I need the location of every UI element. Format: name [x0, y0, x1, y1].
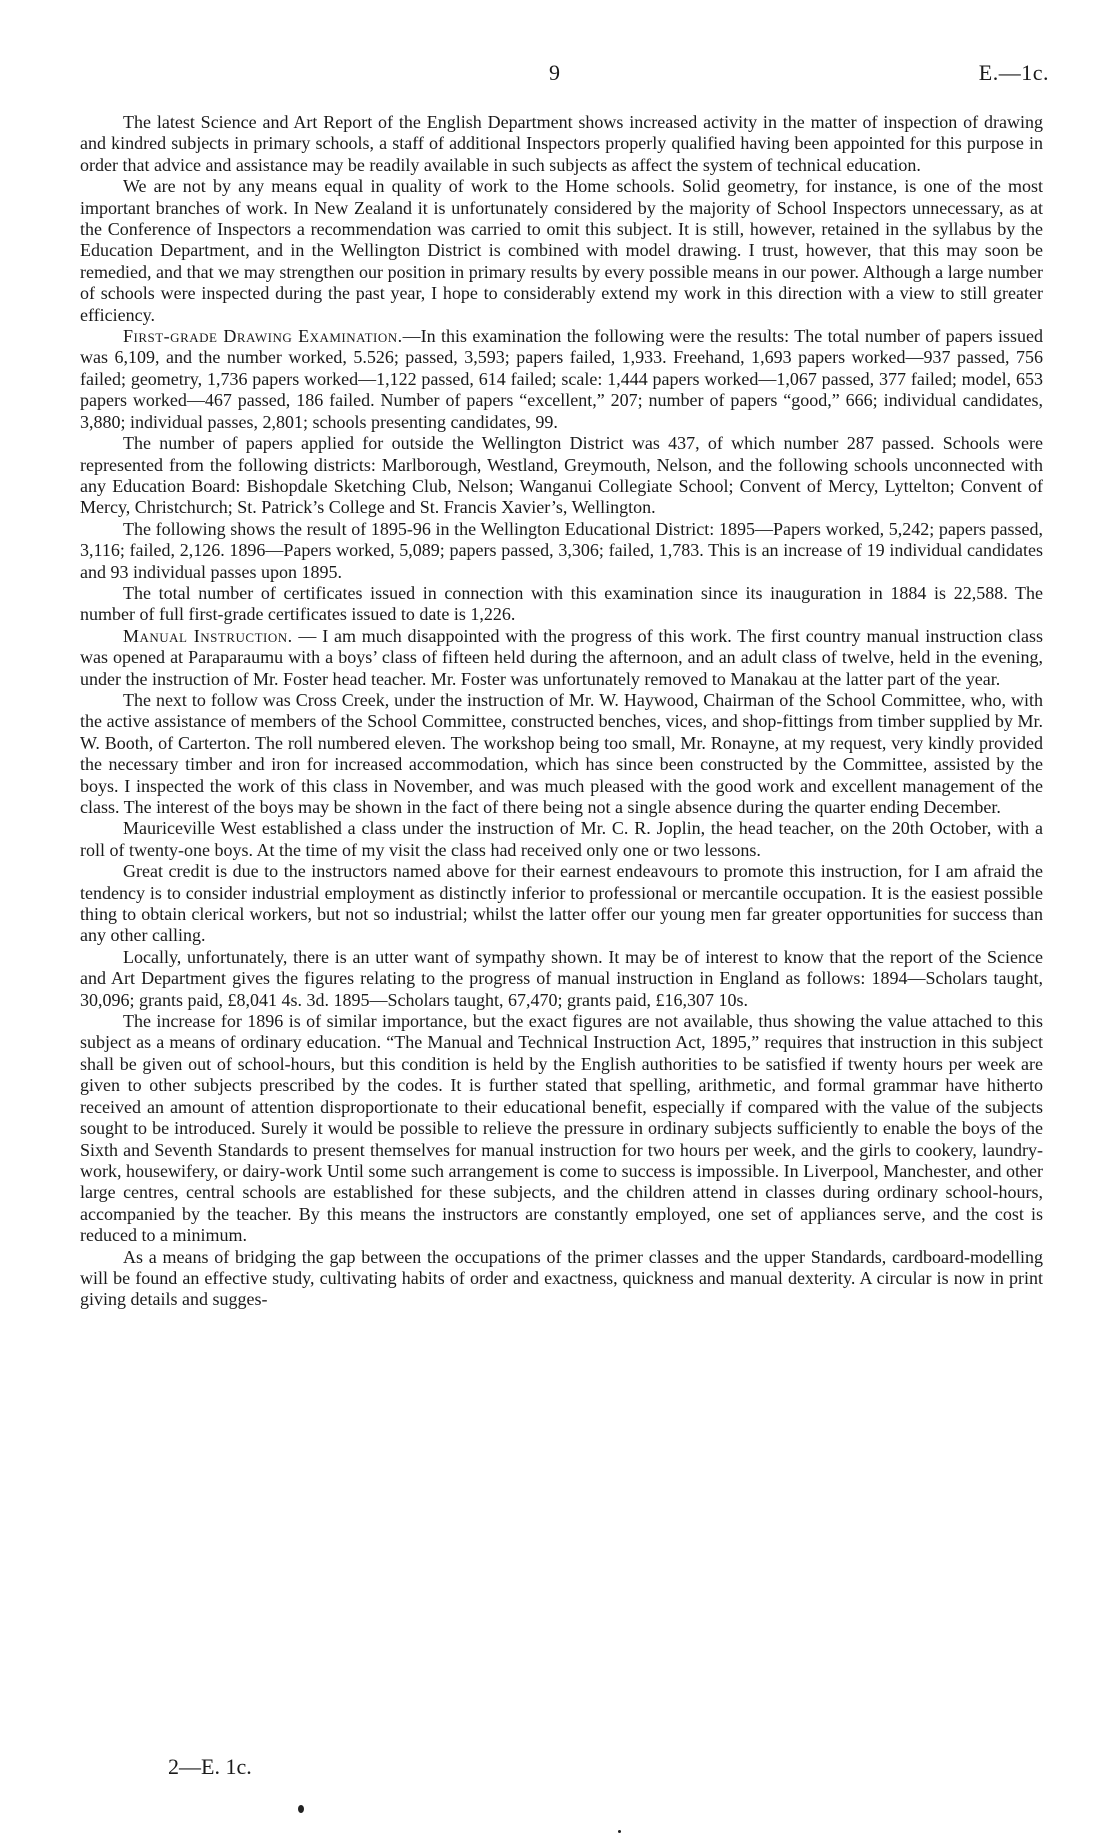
paragraph-text: Mauriceville West established a class under the instruction of Mr. C. R. Joplin, the head teacher, on the 20th October, with a roll of twenty-one boys. At the time of my visit the class had received only one or two lessons. — [80, 818, 1043, 860]
paragraph-text: The total number of certificates issued in connection with this examination since its inauguration in 1884 is 22,588. The number of full first-grade certificates issued to date is 1,226. — [80, 582, 1043, 625]
paragraph-instructors-credit — [80, 861, 1043, 947]
paragraph-text: The increase for 1896 is of similar importance, but the exact figures are not available, thus showing the value attached to this subject as a means of ordinary education. “The Manual and Technical Instruction Act, 1895,” requires that instruction in this subject shall be given out of school-hours, but this condition is held by the English authorities to be satisfied if twenty hours per week are given to other subjects prescribed by the codes. It is further stated that spelling, arithmetic, and formal grammar have hitherto received an amount of attention disproportionate to their educational benefit, especially if compared with the value of the subjects sought to be introduced. Surely it would be possible to relieve the pressure in ordinary subjects sufficiently to enable the boys of the Sixth and Seventh Standards to present themselves for manual instruction for two hours per week, and the girls to cookery, laundry-work, housewifery, or dairy-work Until some such arrangement is come to success is impossible. In Liverpool, Manchester, and other large centres, central schools are established for these subjects, and the children attend in classes during ordinary school-hours, accompanied by the teacher. By this means the instructors are constantly employed, one set of appliances serve, and the cost is reduced to a minimum. — [80, 1011, 1043, 1246]
paragraph-text: The latest Science and Art Report of the English Department shows increased activity in the matter of inspection of drawing and kindred subjects in primary schools, a staff of additional Inspectors properly qualified having been appointed for this purpose in order that advice and assistance may be readily available in such subjects as affect the system of technical education. — [80, 112, 1043, 175]
paragraph-text: The following shows the result of 1895-96 in the Wellington Educational District: 1895—Papers worked, 5,242; papers passed, 3,116; failed, 2,126. 1896—Papers worked, 5,089; papers passed, 3,306; failed, 1,783. This is an increase of 19 individual candidates and 93 individual passes upon 1895. — [80, 518, 1043, 582]
paragraph-manual-instruction — [80, 626, 1043, 690]
ink-speck — [618, 1830, 621, 1833]
paragraph-text: Locally, unfortunately, there is an utter want of sympathy shown. It may be of interest to know that the report of the Science and Art Department gives the figures relating to the progress of manual instruction in England as follows: 1894—Scholars taught, 30,096; grants paid, £8,041 4s. 3d. 1895—Scholars taught, 67,470; grants paid, £16,307 10s. — [80, 946, 1043, 1010]
paragraph-text: —In this examination the following were the results: The total number of papers issued was 6,109, and the number worked, 5.526; passed, 3,593; papers failed, 1,933. Freehand, 1,693 papers worked—937 passed, 756 failed; geometry, 1,736 papers worked—1,122 passed, 614 failed; scale: 1,444 papers worked—1,067 passed, 377 failed; model, 653 papers worked—467 passed, 186 failed. Number of papers “excellent,” 207; number of papers “good,” 666; individual candidates, 3,880; individual passes, 2,801; schools presenting candidates, 99. — [80, 326, 1043, 432]
paragraph-home-schools-comparison — [80, 176, 1043, 326]
paragraph-england-figures — [80, 947, 1043, 1011]
paragraph-text: Great credit is due to the instructors named above for their earnest endeavours to promote this instruction, for I am afraid the tendency is to consider industrial employment as distinctly inferior to professional or mercantile occupation. It is the easiest possible thing to obtain clerical workers, but not so industrial; whilst the latter offer our young men far greater opportunities for success than any other calling. — [80, 861, 1043, 946]
page-number: 9 — [549, 60, 560, 85]
paragraph-science-art-report — [80, 112, 1043, 176]
paragraph-text: The next to follow was Cross Creek, under the instruction of Mr. W. Haywood, Chairman of the School Committee, who, with the active assistance of members of the School Committee, constructed benches, vices, and shop-fittings from timber supplied by Mr. W. Booth, of Carterton. The roll numbered eleven. The workshop being too small, Mr. Ronayne, at my request, very kindly provided the necessary timber and iron for increased accommodation, which has since been constructed by the Committee, assisted by the boys. I inspected the work of this class in November, and was much pleased with the good work and excellent management of the class. The interest of the boys may be shown in the fact of there being not a single absence during the quarter ending December. — [80, 689, 1043, 817]
paragraph-cardboard-modelling — [80, 1247, 1043, 1311]
ink-speck — [298, 1805, 304, 1813]
paragraph-text: As a means of bridging the gap between the occupations of the primer classes and the upper Standards, cardboard-modelling will be found an effective study, cultivating habits of order and exactness, quickness and manual dexterity. A circular is now in print giving details and sugges- — [80, 1246, 1043, 1310]
paragraph-first-grade-examination — [80, 326, 1043, 433]
signature-mark: 2—E. 1c. — [168, 1754, 252, 1779]
body-text — [80, 112, 1043, 1311]
document-reference: E.—1c. — [978, 60, 1049, 85]
paragraph-outside-districts — [80, 433, 1043, 519]
paragraph-mauriceville-west — [80, 818, 1043, 861]
paragraph-text: We are not by any means equal in quality of work to the Home schools. Solid geometry, for instance, is one of the most important branches of work. In New Zealand it is unfortunately considered by the majority of School Inspectors unnecessary, as at the Conference of Inspectors a recommendation was carried to omit this subject. It is still, however, retained in the syllabus by the Education Department, and in the Wellington District is combined with model drawing. I trust, however, that this may soon be remedied, and that we may strengthen our position in primary results by every possible means in our power. Although a large number of schools were inspected during the past year, I hope to considerably extend my work in this direction with a view to still greater efficiency. — [80, 176, 1043, 325]
paragraph-text: The number of papers applied for outside the Wellington District was 437, of which number 287 passed. Schools were represented from the following districts: Marlborough, Westland, Greymouth, Nelson, and the following schools unconnected with any Education Board: Bishopdale Sketching Club, Nelson; Wanganui Collegiate School; Convent of Mercy, Lyttelton; Convent of Mercy, Christchurch; St. Patrick’s College and St. Francis Xavier’s, Wellington. — [80, 433, 1043, 518]
paragraph-1896-increase — [80, 1011, 1043, 1246]
paragraph-certificates-total — [80, 583, 1043, 626]
paragraph-text: — I am much disappointed with the progress of this work. The first country manual instruction class was opened at Paraparaumu with a boys’ class of fifteen held during the afternoon, and an adult class of twelve, held in the evening, under the instruction of Mr. Foster head teacher. Mr. Foster was unfortunately removed to Manakau at the latter part of the year. — [80, 625, 1043, 689]
page-header — [0, 60, 1114, 92]
paragraph-1895-96-results — [80, 519, 1043, 583]
section-heading-first-grade: First-grade Drawing Examination. — [123, 326, 403, 347]
paragraph-cross-creek — [80, 690, 1043, 818]
section-heading-manual-instruction: Manual Instruction. — [123, 625, 293, 646]
